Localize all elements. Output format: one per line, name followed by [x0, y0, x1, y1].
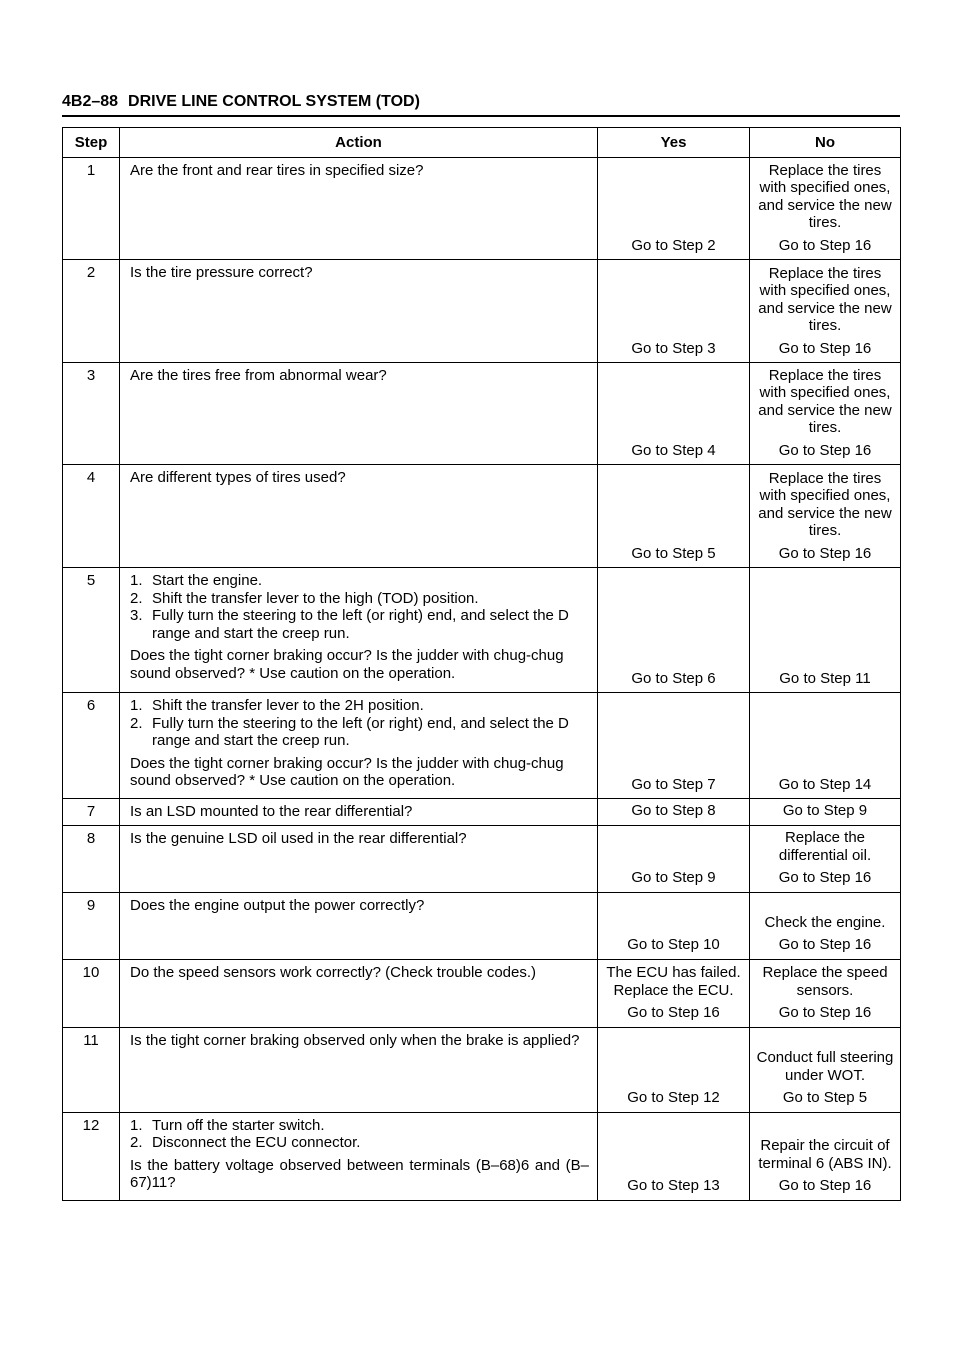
cell-no-content: [756, 469, 894, 562]
cell-yes-content: [604, 830, 743, 887]
action-item-number: 1.: [130, 697, 143, 714]
no-next-step: Go to Step 16: [778, 869, 872, 886]
table-row: [63, 892, 901, 959]
cell-step: 2: [63, 260, 120, 363]
cell-step: 11: [63, 1027, 120, 1112]
no-next-step: Go to Step 16: [778, 339, 872, 357]
cell-no: [750, 1027, 901, 1112]
cell-no-content: [756, 830, 894, 887]
action-item-number: 2.: [130, 589, 143, 607]
cell-action: [120, 799, 598, 826]
cell-yes-content: [604, 572, 743, 687]
action-question: Does the tight corner braking occur? Is the judder with chug-chug sound observed? * Use caution on the operation.: [130, 647, 564, 682]
no-note: Replace the tires with specified ones, and service the new tires.: [758, 469, 892, 539]
page-title: DRIVE LINE CONTROL SYSTEM (TOD): [128, 93, 420, 110]
no-note: Replace the differential oil.: [778, 829, 872, 864]
no-next-step: Go to Step 16: [778, 544, 872, 562]
table-row: [63, 959, 901, 1027]
cell-yes: [598, 892, 750, 959]
no-note: Check the engine.: [764, 913, 886, 931]
cell-yes-content: [604, 264, 743, 357]
cell-no-content: [756, 803, 894, 819]
no-next-step: Go to Step 16: [778, 1177, 872, 1194]
cell-action: [120, 363, 598, 465]
cell-step: 4: [63, 465, 120, 568]
cell-action: [120, 959, 598, 1027]
cell-yes-content: [604, 697, 743, 793]
cell-action: [120, 825, 598, 892]
cell-action: [120, 158, 598, 260]
table-row: [63, 568, 901, 693]
yes-next-step: Go to Step 7: [631, 775, 716, 793]
table-row: [63, 363, 901, 465]
no-next-step: Go to Step 14: [778, 775, 872, 793]
no-next-step: Go to Step 11: [779, 669, 871, 687]
cell-no: [750, 799, 901, 826]
cell-no: [750, 465, 901, 568]
action-item: [130, 1117, 589, 1135]
action-item: [130, 607, 589, 642]
action-question: Is an LSD mounted to the rear differential?: [130, 803, 413, 820]
table-row: [63, 260, 901, 363]
cell-no: [750, 363, 901, 465]
cell-no-content: [756, 367, 894, 459]
yes-next-step: Go to Step 10: [627, 936, 720, 953]
page-header: [62, 92, 900, 112]
action-item: [130, 572, 589, 590]
action-item: [130, 697, 589, 715]
column-header-step: Step: [63, 128, 120, 158]
no-note: Conduct full steering under WOT.: [756, 1049, 894, 1084]
action-question: Is the battery voltage observed between terminals (B–68)6 and (B–67)11?: [130, 1156, 589, 1191]
cell-no: [750, 158, 901, 260]
cell-no-content: [756, 1032, 894, 1107]
cell-no-content: [756, 162, 894, 254]
action-item-text: Shift the transfer lever to the 2H position.: [152, 697, 424, 714]
no-next-step: Go to Step 16: [778, 936, 872, 953]
cell-no-content: [756, 264, 894, 357]
cell-yes-content: [604, 803, 743, 819]
column-header-action: Action: [120, 128, 598, 158]
cell-step: 6: [63, 693, 120, 799]
cell-yes: [598, 1112, 750, 1200]
cell-action: [120, 568, 598, 693]
action-list: [130, 1117, 589, 1152]
cell-yes-content: [604, 964, 743, 1022]
action-question: Is the genuine LSD oil used in the rear differential?: [130, 829, 467, 847]
no-note: Replace the speed sensors.: [762, 964, 888, 999]
cell-no: [750, 892, 901, 959]
action-item-number: 1.: [130, 1116, 143, 1134]
yes-next-step: Go to Step 5: [631, 544, 716, 562]
table-row: [63, 693, 901, 799]
action-item: [130, 1134, 589, 1152]
cell-step: 9: [63, 892, 120, 959]
cell-action: [120, 693, 598, 799]
yes-next-step: Go to Step 6: [631, 669, 716, 687]
action-question: Do the speed sensors work correctly? (Check trouble codes.): [130, 963, 537, 981]
no-next-step: Go to Step 16: [778, 236, 872, 254]
cell-no: [750, 260, 901, 363]
yes-next-step: Go to Step 3: [631, 339, 716, 357]
cell-yes: [598, 465, 750, 568]
action-question: Are the tires free from abnormal wear?: [130, 367, 387, 384]
action-item-number: 2.: [130, 1134, 143, 1151]
yes-next-step: Go to Step 2: [631, 236, 716, 254]
yes-next-step: Go to Step 9: [631, 869, 716, 886]
action-item: [130, 715, 589, 750]
no-next-step: Go to Step 5: [782, 1089, 868, 1106]
cell-action: [120, 892, 598, 959]
header-rule: [62, 115, 900, 117]
cell-step: 1: [63, 158, 120, 260]
cell-step: 7: [63, 799, 120, 826]
cell-action: [120, 1027, 598, 1112]
cell-step: 10: [63, 959, 120, 1027]
cell-step: 12: [63, 1112, 120, 1200]
action-item-text: Disconnect the ECU connector.: [152, 1134, 361, 1151]
cell-no-content: [756, 1117, 894, 1195]
cell-yes: [598, 158, 750, 260]
action-question: Are the front and rear tires in specified size?: [130, 162, 424, 179]
column-header-yes: Yes: [598, 128, 750, 158]
table-row: [63, 1112, 901, 1200]
action-item-text: Start the engine.: [152, 572, 263, 589]
action-question: Does the engine output the power correctly?: [130, 896, 425, 914]
no-next-step: Go to Step 16: [778, 1004, 872, 1021]
cell-yes-content: [604, 469, 743, 562]
no-note: Repair the circuit of terminal 6 (ABS IN).: [758, 1137, 892, 1172]
action-item-number: 1.: [130, 572, 143, 589]
action-item-number: 2.: [130, 714, 143, 732]
cell-no-content: [756, 697, 894, 793]
no-next-step: Go to Step 9: [782, 801, 868, 819]
cell-step: 8: [63, 825, 120, 892]
cell-no-content: [756, 897, 894, 954]
cell-yes-content: [604, 1117, 743, 1195]
yes-next-step: Go to Step 4: [631, 441, 716, 459]
cell-no: [750, 1112, 901, 1200]
yes-next-step: Go to Step 16: [627, 1004, 720, 1021]
action-item-number: 3.: [130, 607, 143, 624]
cell-yes: [598, 799, 750, 826]
action-item-text: Turn off the starter switch.: [152, 1116, 325, 1134]
cell-no: [750, 959, 901, 1027]
action-list: [130, 572, 589, 642]
section-code: 4B2–88: [62, 93, 119, 110]
cell-yes-content: [604, 367, 743, 459]
no-next-step: Go to Step 16: [778, 441, 872, 459]
cell-step: 5: [63, 568, 120, 693]
cell-yes: [598, 260, 750, 363]
cell-yes: [598, 1027, 750, 1112]
action-item-text: Shift the transfer lever to the high (TOD) position.: [152, 589, 479, 607]
table-row: [63, 799, 901, 826]
diagnosis-table: [62, 127, 901, 1201]
action-list: [130, 697, 589, 750]
yes-next-step: Go to Step 8: [631, 801, 716, 819]
table-row: [63, 1027, 901, 1112]
cell-no-content: [756, 964, 894, 1022]
cell-action: [120, 260, 598, 363]
cell-no: [750, 693, 901, 799]
cell-yes-content: [604, 162, 743, 254]
cell-yes-content: [604, 897, 743, 954]
cell-yes: [598, 825, 750, 892]
column-header-no: No: [750, 128, 901, 158]
cell-yes: [598, 363, 750, 465]
table-header-row: [63, 128, 901, 158]
action-question: Is the tire pressure correct?: [130, 264, 313, 281]
action-item-text: Fully turn the steering to the left (or right) end, and select the D range and start the creep run.: [152, 607, 569, 642]
yes-note: The ECU has failed. Replace the ECU.: [606, 964, 741, 999]
no-note: Replace the tires with specified ones, and service the new tires.: [758, 366, 892, 436]
action-item: [130, 590, 589, 608]
action-question: Are different types of tires used?: [130, 469, 346, 486]
cell-step: 3: [63, 363, 120, 465]
action-question: Is the tight corner braking observed only when the brake is applied?: [130, 1031, 580, 1049]
table-row: [63, 825, 901, 892]
yes-next-step: Go to Step 13: [627, 1177, 720, 1194]
table-row: [63, 465, 901, 568]
cell-action: [120, 465, 598, 568]
no-note: Replace the tires with specified ones, and service the new tires.: [758, 264, 892, 334]
cell-no: [750, 568, 901, 693]
cell-no: [750, 825, 901, 892]
cell-yes-content: [604, 1032, 743, 1107]
cell-yes: [598, 959, 750, 1027]
cell-action: [120, 1112, 598, 1200]
action-item-text: Fully turn the steering to the left (or right) end, and select the D range and start the creep run.: [152, 714, 569, 749]
cell-yes: [598, 693, 750, 799]
table-row: [63, 158, 901, 260]
no-note: Replace the tires with specified ones, and service the new tires.: [758, 161, 892, 231]
action-question: Does the tight corner braking occur? Is the judder with chug-chug sound observed? * Use caution on the operation.: [130, 754, 564, 789]
yes-next-step: Go to Step 12: [627, 1089, 720, 1106]
cell-no-content: [756, 572, 894, 687]
cell-yes: [598, 568, 750, 693]
